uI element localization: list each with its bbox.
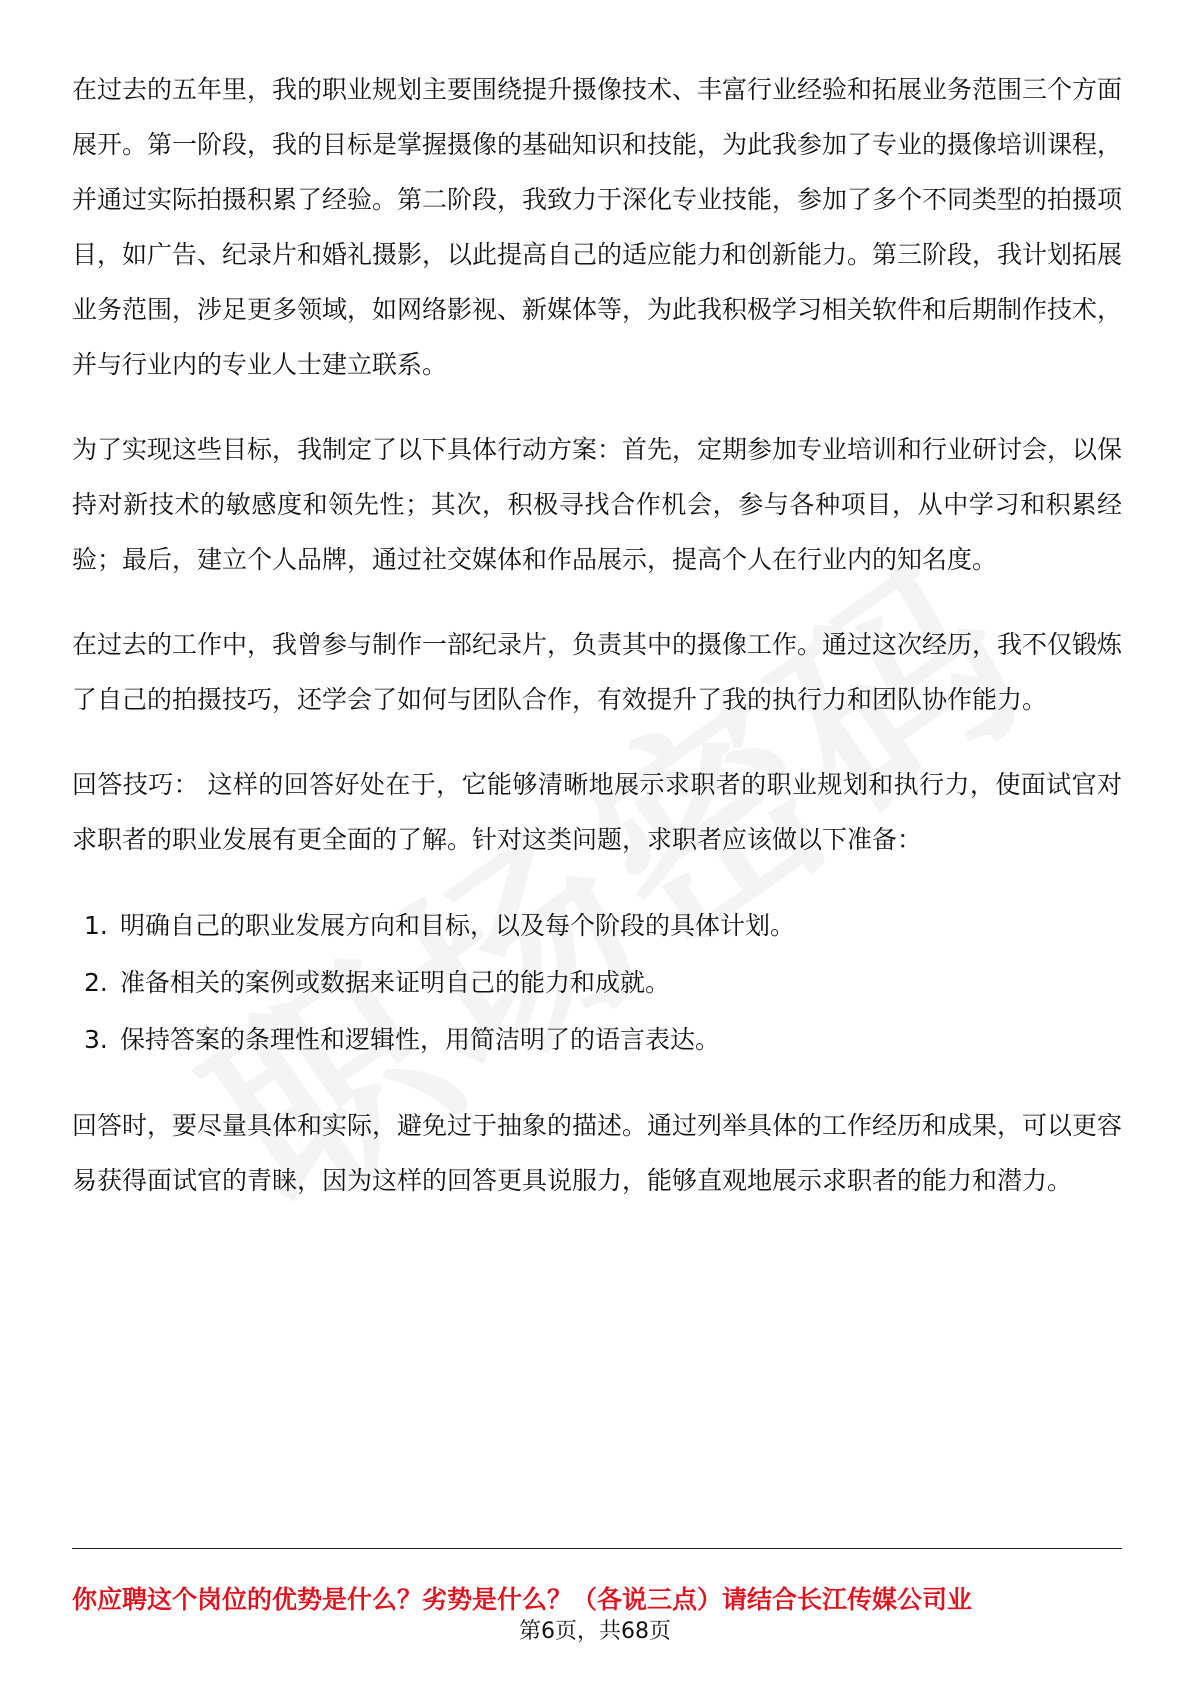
paragraph-experience: 在过去的工作中，我曾参与制作一部纪录片，负责其中的摄像工作。通过这次经历，我不仅锻炼了自己的拍摄技巧，还学会了如何与团队合作，有效提升了我的执行力和团队协作能力。 <box>72 630 1123 714</box>
paragraph-action-plan: 为了实现这些目标，我制定了以下具体行动方案：首先，定期参加专业培训和行业研讨会，以保持对新技术的敏感度和领先性；其次，积极寻找合作机会，参与各种项目，从中学习和积累经验；最后，建立个人品牌，通过社交媒体和作品展示，提高个人在行业内的知名度。 <box>72 435 1123 574</box>
list-item <box>84 897 1122 954</box>
page-number: 第6页，共68页 <box>519 1619 671 1644</box>
list-item-text: 明确自己的职业发展方向和目标，以及每个阶段的具体计划。 <box>120 911 796 940</box>
list-item-number: 2. <box>84 968 108 997</box>
next-question-heading: 你应聘这个岗位的优势是什么？劣势是什么？（各说三点）请结合长江传媒公司业 <box>72 1585 973 1614</box>
paragraph-answer-tips: 回答技巧： 这样的回答好处在于，它能够清晰地展示求职者的职业规划和执行力，使面试官对求职者的职业发展有更全面的了解。针对这类问题，求职者应该做以下准备： <box>72 770 1122 854</box>
section-divider <box>72 1548 1122 1549</box>
list-item-number: 3. <box>84 1025 108 1054</box>
document-body <box>72 62 1122 1238</box>
list-item <box>84 1011 1122 1068</box>
paragraph-career-plan: 在过去的五年里，我的职业规划主要围绕提升摄像技术、丰富行业经验和拓展业务范围三个方面展开。第一阶段，我的目标是掌握摄像的基础知识和技能，为此我参加了专业的摄像培训课程，并通过实际拍摄积累了经验。第二阶段，我致力于深化专业技能，参加了多个不同类型的拍摄项目，如广告、纪录片和婚礼摄影，以此提高自己的适应能力和创新能力。第三阶段，我计划拓展业务范围，涉足更多领域，如网络影视、新媒体等，为此我积极学习相关软件和后期制作技术，并与行业内的专业人士建立联系。 <box>72 75 1123 379</box>
list-item-text: 准备相关的案例或数据来证明自己的能力和成就。 <box>120 968 671 997</box>
list-item-number: 1. <box>84 911 108 940</box>
list-item <box>84 954 1122 1011</box>
preparation-list <box>72 897 1122 1068</box>
list-item-text: 保持答案的条理性和逻辑性，用简洁明了的语言表达。 <box>120 1025 721 1054</box>
paragraph-closing: 回答时，要尽量具体和实际，避免过于抽象的描述。通过列举具体的工作经历和成果，可以更容易获得面试官的青睐，因为这样的回答更具说服力，能够直观地展示求职者的能力和潜力。 <box>72 1111 1123 1195</box>
